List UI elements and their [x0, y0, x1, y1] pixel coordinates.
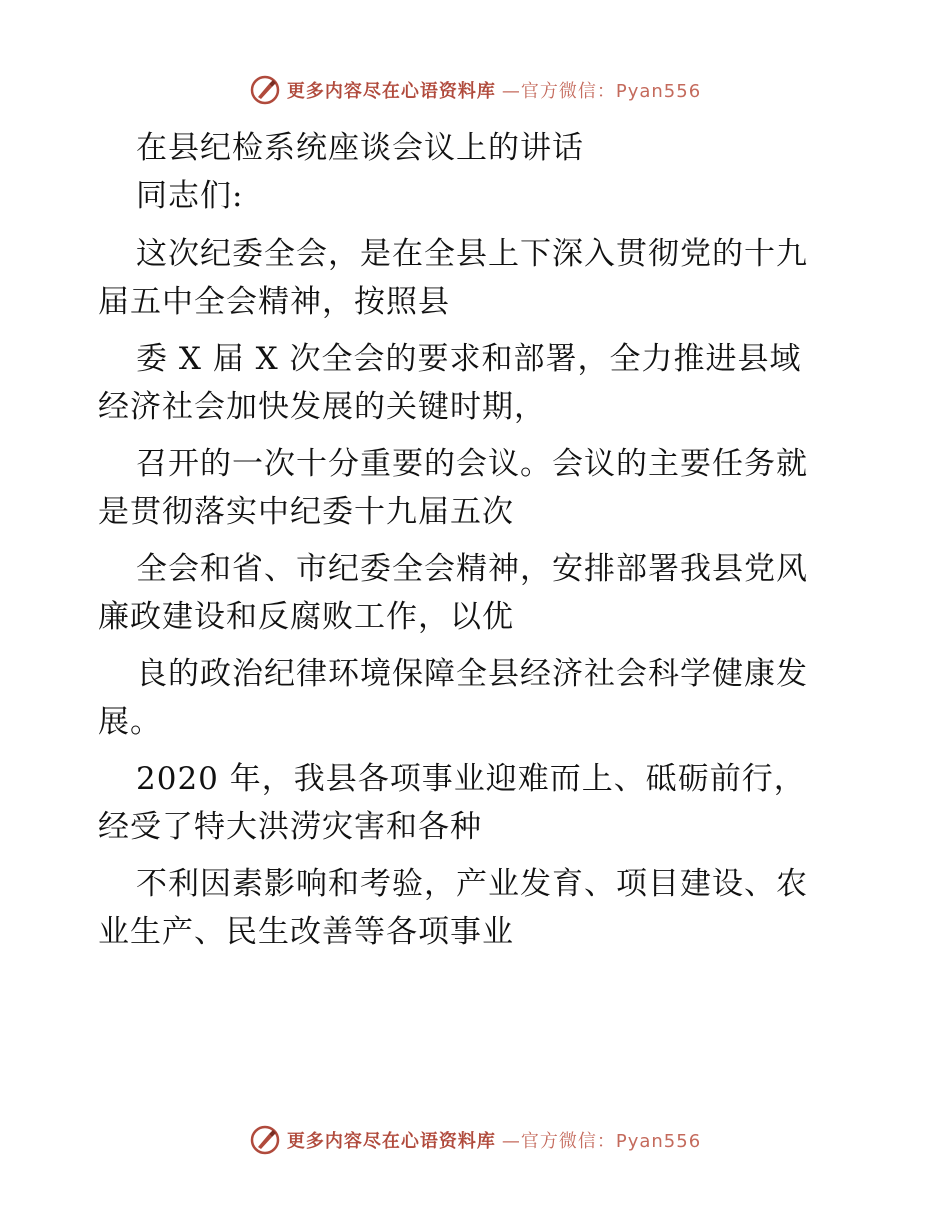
header-watermark	[0, 74, 950, 106]
paragraph-6-line-2: 经受了特大洪涝灾害和各种	[98, 809, 482, 845]
paragraph-2-line-1: 委 X 届 X 次全会的要求和部署，全力推进县域	[136, 341, 802, 377]
paragraph-5-line-1: 良的政治纪律环境保障全县经济社会科学健康发	[136, 656, 808, 692]
pen-logo-icon	[249, 1124, 281, 1156]
paragraph-1-line-2: 届五中全会精神，按照县	[98, 284, 450, 320]
watermark-brand: 更多内容尽在心语资料库	[286, 1131, 496, 1152]
paragraph-4-line-1: 全会和省、市纪委全会精神，安排部署我县党风	[136, 551, 808, 587]
paragraph-6-line-1: 2020 年，我县各项事业迎难而上、砥砺前行，	[136, 761, 806, 797]
document-body	[98, 124, 858, 956]
pen-logo-icon	[249, 74, 281, 106]
watermark-brand: 更多内容尽在心语资料库	[286, 81, 496, 102]
paragraph-5-line-2: 展。	[98, 704, 162, 740]
document-title: 在县纪检系统座谈会议上的讲话	[136, 130, 584, 166]
paragraph-7-line-1: 不利因素影响和考验，产业发育、项目建设、农	[136, 866, 808, 902]
paragraph-2-line-2: 经济社会加快发展的关键时期，	[98, 389, 546, 425]
watermark-wechat: —官方微信：Pyan556	[501, 1131, 702, 1152]
paragraph-7-line-2: 业生产、民生改善等各项事业	[98, 914, 514, 950]
watermark-wechat: —官方微信：Pyan556	[501, 81, 702, 102]
salutation: 同志们:	[136, 178, 244, 214]
paragraph-4-line-2: 廉政建设和反腐败工作，以优	[98, 599, 514, 635]
paragraph-3-line-2: 是贯彻落实中纪委十九届五次	[98, 494, 514, 530]
footer-watermark	[0, 1124, 950, 1156]
paragraph-1-line-1: 这次纪委全会，是在全县上下深入贯彻党的十九	[136, 236, 808, 272]
paragraph-3-line-1: 召开的一次十分重要的会议。会议的主要任务就	[136, 446, 808, 482]
